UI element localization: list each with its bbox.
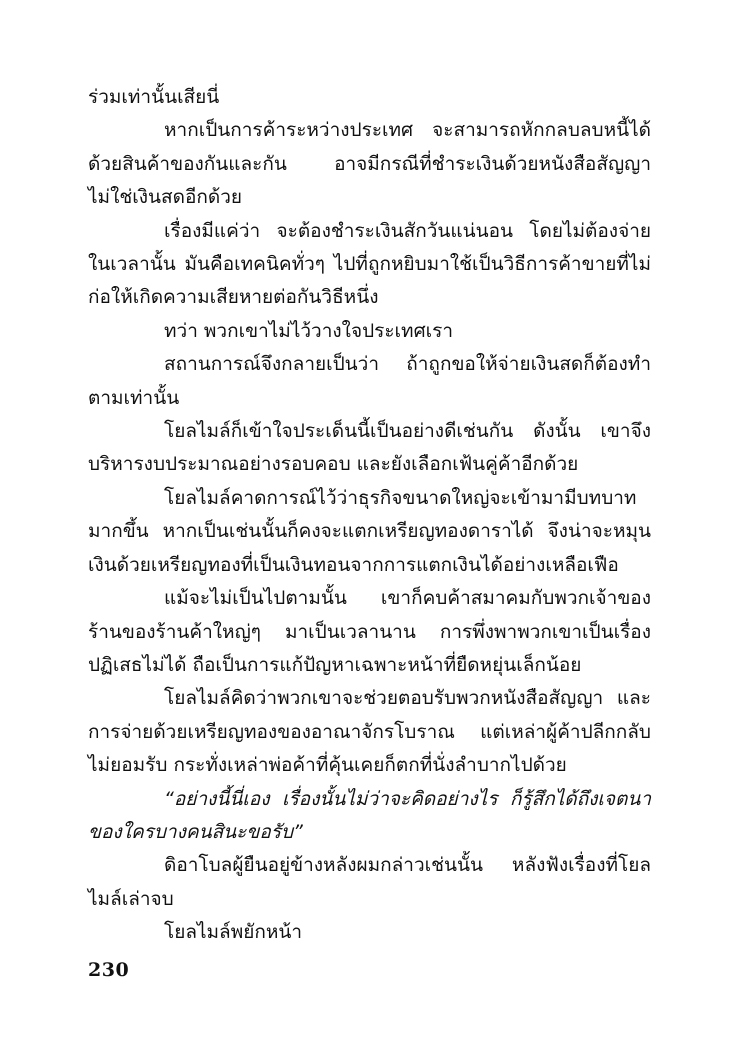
paragraph: โยลไมล์คิดว่าพวกเขาจะช่วยตอบรับพวกหนังสือสัญญา และการจ่ายด้วยเหรียญทองของอาณาจักรโบราณ แต่เหล่าผู้ค้าปลีกกลับไม่ยอมรับ กระทั่งเหล่าพ่อค้าที่คุ้นเคยก็ตกที่นั่งลำบากไปด้วย (88, 687, 651, 777)
paragraph: โยลไมล์พยักหน้า (164, 921, 303, 944)
paragraph: หากเป็นการค้าระหว่างประเทศ จะสามารถหักกลบลบหนี้ได้ด้วยสินค้าของกันและกัน อาจมีกรณีที่ชำระเงินด้วยหนังสือสัญญา ไม่ใช่เงินสดอีกด้วย (88, 119, 651, 209)
paragraph: โยลไมล์ก็เข้าใจประเด็นนี้เป็นอย่างดีเช่นกัน ดังนั้น เขาจึงบริหารงบประมาณอย่างรอบคอบ และยังเลือกเฟ้นคู่ค้าอีกด้วย (88, 420, 651, 476)
paragraph: เรื่องมีแค่ว่า จะต้องชำระเงินสักวันแน่นอน โดยไม่ต้องจ่ายในเวลานั้น มันคือเทคนิคทั่วๆ ไปที่ถูกหยิบมาใช้เป็นวิธีการค้าขายที่ไม่ก่อให้เกิดความเสียหายต่อกันวิธีหนึ่ง (88, 219, 651, 309)
paragraph: ดิอาโบลผู้ยืนอยู่ข้างหลังผมกล่าวเช่นนั้น หลังฟังเรื่องที่โยลไมล์เล่าจบ (88, 854, 651, 910)
body-text (88, 81, 651, 950)
paragraph: สถานการณ์จึงกลายเป็นว่า ถ้าถูกขอให้จ่ายเงินสดก็ต้องทำตามเท่านั้น (88, 353, 651, 409)
paragraph: แม้จะไม่เป็นไปตามนั้น เขาก็คบค้าสมาคมกับพวกเจ้าของร้านของร้านค้าใหญ่ๆ มาเป็นเวลานาน การพึ่งพาพวกเขาเป็นเรื่องปฏิเสธไม่ได้ ถือเป็นการแก้ปัญหาเฉพาะหน้าที่ยืดหยุ่นเล็กน้อย (88, 587, 651, 676)
page-number: 230 (88, 959, 130, 981)
paragraph: โยลไมล์คาดการณ์ไว้ว่าธุรกิจขนาดใหญ่จะเข้ามามีบทบาทมากขึ้น หากเป็นเช่นนั้นก็คงจะแตกเหรียญทองดาราได้ จึงน่าจะหมุนเงินด้วยเหรียญทองที่เป็นเงินทอนจากการแตกเงินได้อย่างเหลือเฟือ (88, 486, 651, 576)
dialogue-paragraph: “อย่างนี้นี่เอง เรื่องนั้นไม่ว่าจะคิดอย่างไร ก็รู้สึกได้ถึงเจตนาของใครบางคนสินะขอรับ” (88, 787, 651, 843)
paragraph: ทว่า พวกเขาไม่ไว้วางใจประเทศเรา (164, 319, 453, 342)
paragraph: ร่วมเท่านั้นเสียนี่ (88, 86, 220, 108)
